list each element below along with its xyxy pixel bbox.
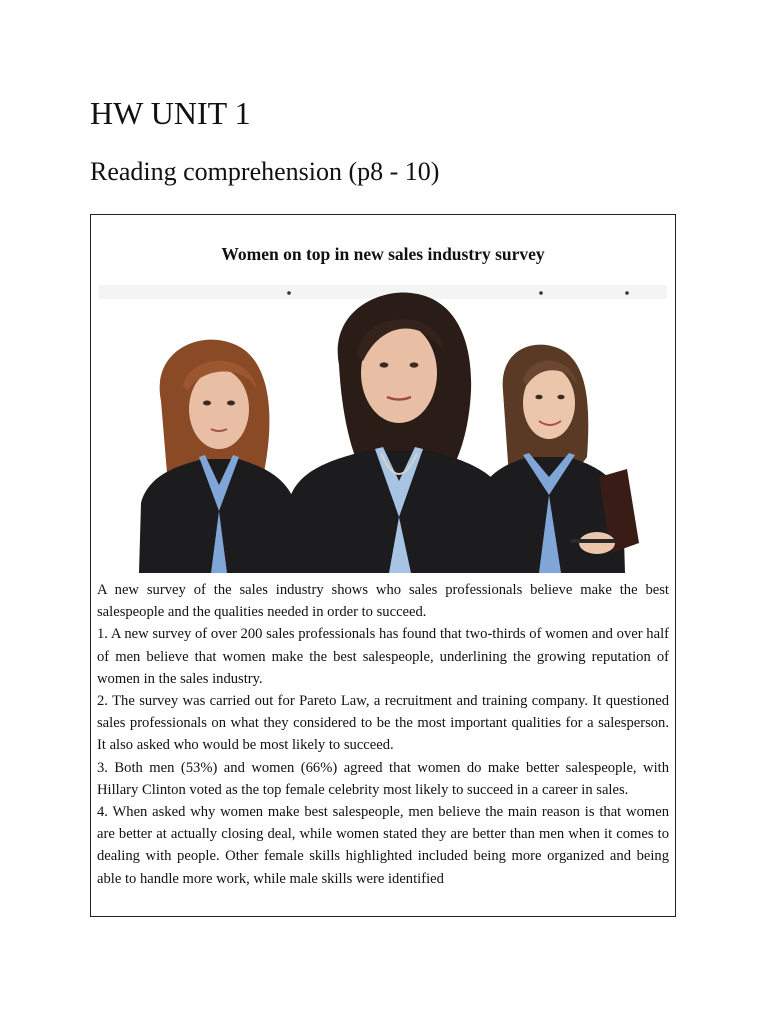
article-headline: Women on top in new sales industry survey [221, 244, 545, 264]
article-paragraph-1: 1. A new survey of over 200 sales professionals has found that two-thirds of women and over half of men believe that women make the best salespeople, underlining the growing reputation of women in the sales industry. [97, 626, 669, 687]
page-title: HW UNIT 1 [90, 95, 251, 131]
article-photo [99, 281, 667, 573]
article-paragraph-2: 2. The survey was carried out for Pareto Law, a recruitment and training company. It questioned sales professionals on what they considered to be the most important qualities for a salesperson. It also asked who would be most likely to succeed. [97, 693, 669, 754]
photo-three-businesswomen [99, 281, 667, 573]
article-body [97, 579, 669, 890]
page-subtitle: Reading comprehension (p8 - 10) [90, 157, 440, 186]
article-box [90, 214, 676, 917]
article-paragraph-3: 3. Both men (53%) and women (66%) agreed that women do make better salespeople, with Hillary Clinton voted as the top female celebrity most likely to succeed in a career in sales. [97, 759, 669, 798]
article-paragraph-4: 4. When asked why women make best salespeople, men believe the main reason is that women are better at actually closing deal, while women stated they are better than men when it comes to dealing with people. Other female skills highlighted included being more organized and being able to handle more work, while male skills were identified [97, 804, 669, 887]
article-intro: A new survey of the sales industry shows who sales professionals believe make the best salespeople and the qualities needed in order to succeed. [97, 582, 669, 621]
